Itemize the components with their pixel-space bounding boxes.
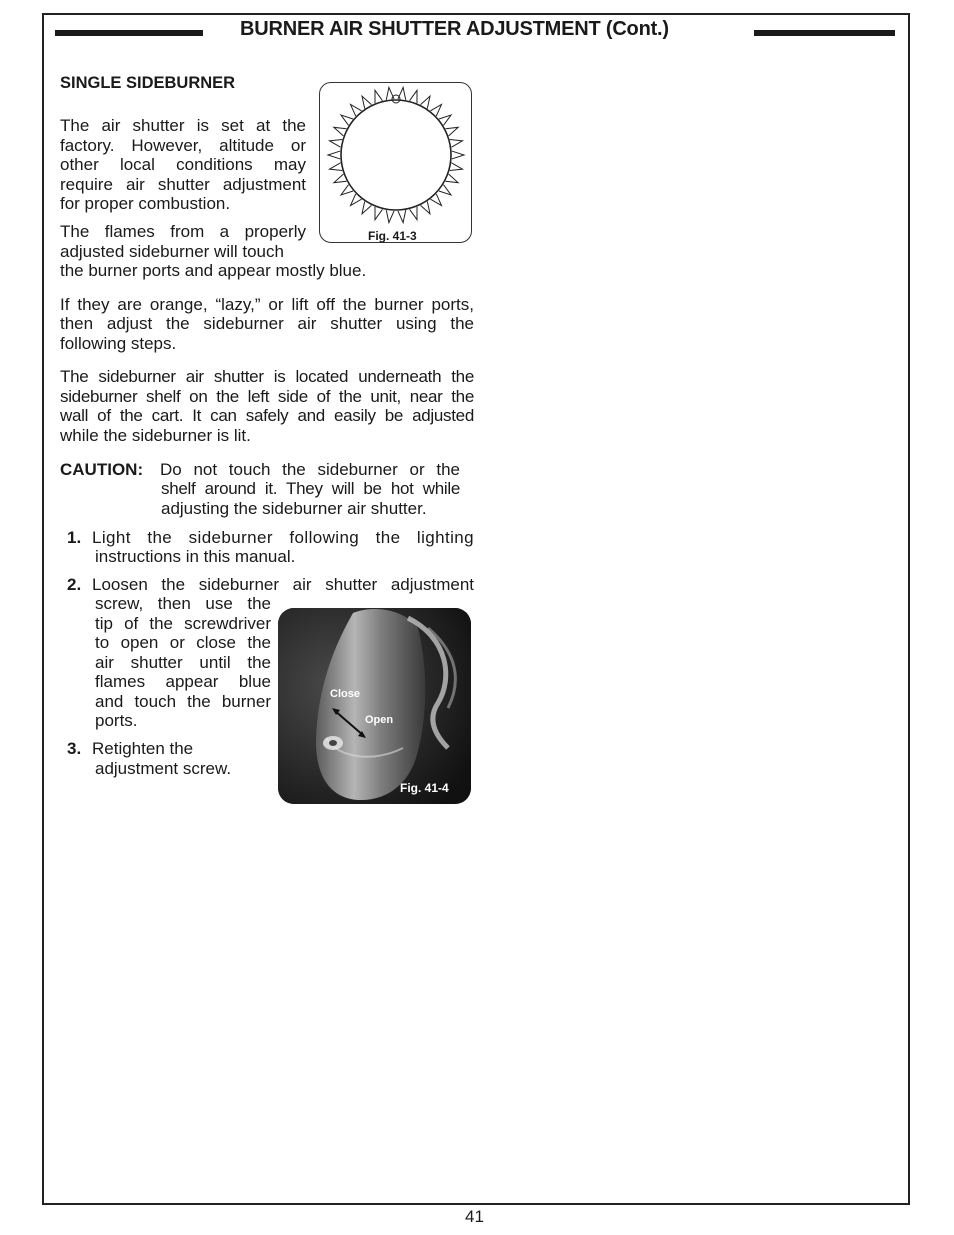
page-number: 41 — [465, 1207, 484, 1226]
flame-mark — [398, 87, 406, 99]
figure-41-4-caption: Fig. 41-4 — [400, 781, 449, 795]
section-heading: SINGLE SIDEBURNER — [60, 74, 236, 92]
page-title: BURNER AIR SHUTTER ADJUSTMENT (Cont.) — [240, 18, 669, 40]
flame-mark — [386, 210, 394, 222]
figure-41-3 — [319, 82, 472, 243]
flame-mark — [450, 140, 463, 148]
flame-mark — [328, 151, 340, 159]
burner-flames-illustration — [320, 83, 470, 241]
header-rule-left — [55, 30, 203, 36]
flame-mark — [329, 140, 342, 148]
header-rule-right — [754, 30, 895, 36]
flame-mark — [452, 151, 464, 159]
figure-41-3-caption: Fig. 41-3 — [368, 229, 417, 243]
figure-41-4 — [278, 608, 471, 804]
flame-mark — [329, 163, 342, 171]
open-label: Open — [365, 714, 394, 726]
air-shutter-photo — [278, 608, 471, 804]
flame-mark — [386, 87, 394, 99]
caution-label: CAUTION: — [60, 460, 144, 479]
close-label: Close — [330, 688, 360, 700]
flame-mark — [398, 210, 406, 222]
flame-mark — [450, 163, 463, 171]
